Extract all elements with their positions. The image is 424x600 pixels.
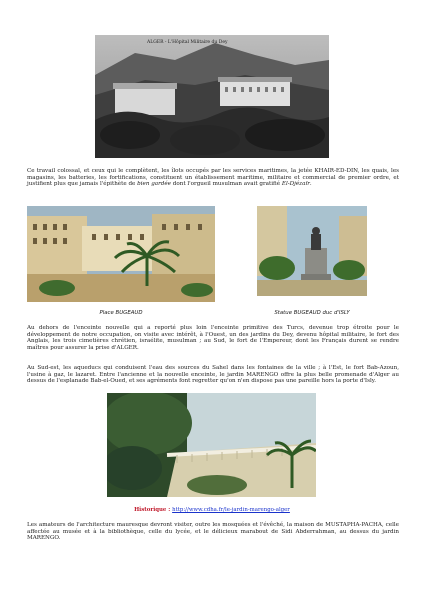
photo-caption: ALGER - L'Hôpital Militaire du Dey (147, 40, 228, 45)
photo-statue-bugeaud (257, 206, 367, 296)
para1-text-a: Ce travail colossal, et ceux qui le complètent, les îlots occupés par les services maritimes, la jetée KHAIR-ED-DIN, les quais, les magasins, les batteries, les fortifications, constituent un établissement maritime, militaire et commercial de premier ordre, et justifient plus que jamais l'épithète de (27, 168, 399, 188)
para1-emphasis-1: bien gardée (137, 181, 171, 188)
historique-line (0, 507, 424, 513)
historique-link[interactable]: http://www.cdha.fr/le-jardin-marengo-alger (172, 507, 290, 513)
para1-emphasis-2: El-Djézaïr (281, 181, 310, 188)
paragraph-3: Au Sud-est, les aqueducs qui conduisent l'eau des sources du Sahel dans les fontaines de la ville ; à l'Est, le fort Bab-Azoun, l'usine à gaz, le lazaret. Entre l'ancienne et la nouvelle enceinte, le jardin MARENGO offre la plus belle promenade d'Alger au dessus de l'esplanade Bab-el-Oued, et ses agréments font regretter qu'on n'en dispose pas une pareille hors la porte d'Isly. (27, 365, 399, 385)
paragraph-1 (27, 168, 399, 188)
para1-text-b: dont l'orgueil musulman avait gratifié (171, 181, 282, 188)
photo-jardin-marengo (107, 393, 316, 497)
para1-text-c: . (309, 181, 312, 188)
photo-place-bugeaud (27, 206, 215, 302)
paragraph-2: Au dehors de l'enceinte nouvelle qui a reporté plus loin l'enceinte primitive des Turcs, devenue trop étroite pour le développement de notre occupation, on visite avec intérêt, à l'Ouest, un des jardins du Dey, devenu hôpital militaire, le fort des Anglais, les trois cimetières chrétien, israélite, musulman ; au Sud, le fort de l'Empereur, dont les Français durent se rendre maîtres pour assurer la prise d'ALGER. (27, 325, 399, 351)
caption-place-bugeaud: Place BUGEAUD (99, 310, 143, 316)
caption-statue-bugeaud: Statue BUGEAUD duc d'ISLY (274, 310, 350, 316)
photo-hopital-militaire (95, 35, 329, 158)
historique-label: Historique : (134, 507, 173, 513)
paragraph-4: Les amateurs de l'architecture mauresque devront visiter, outre les mosquées et l'évêché, la maison de MUSTAPHA-PACHA, celle affectée au musée et à la bibliothèque, celle du lycée, et le délicieux marabout de Sidi Abderrahman, au dessus du jardin MARENGO. (27, 522, 399, 542)
